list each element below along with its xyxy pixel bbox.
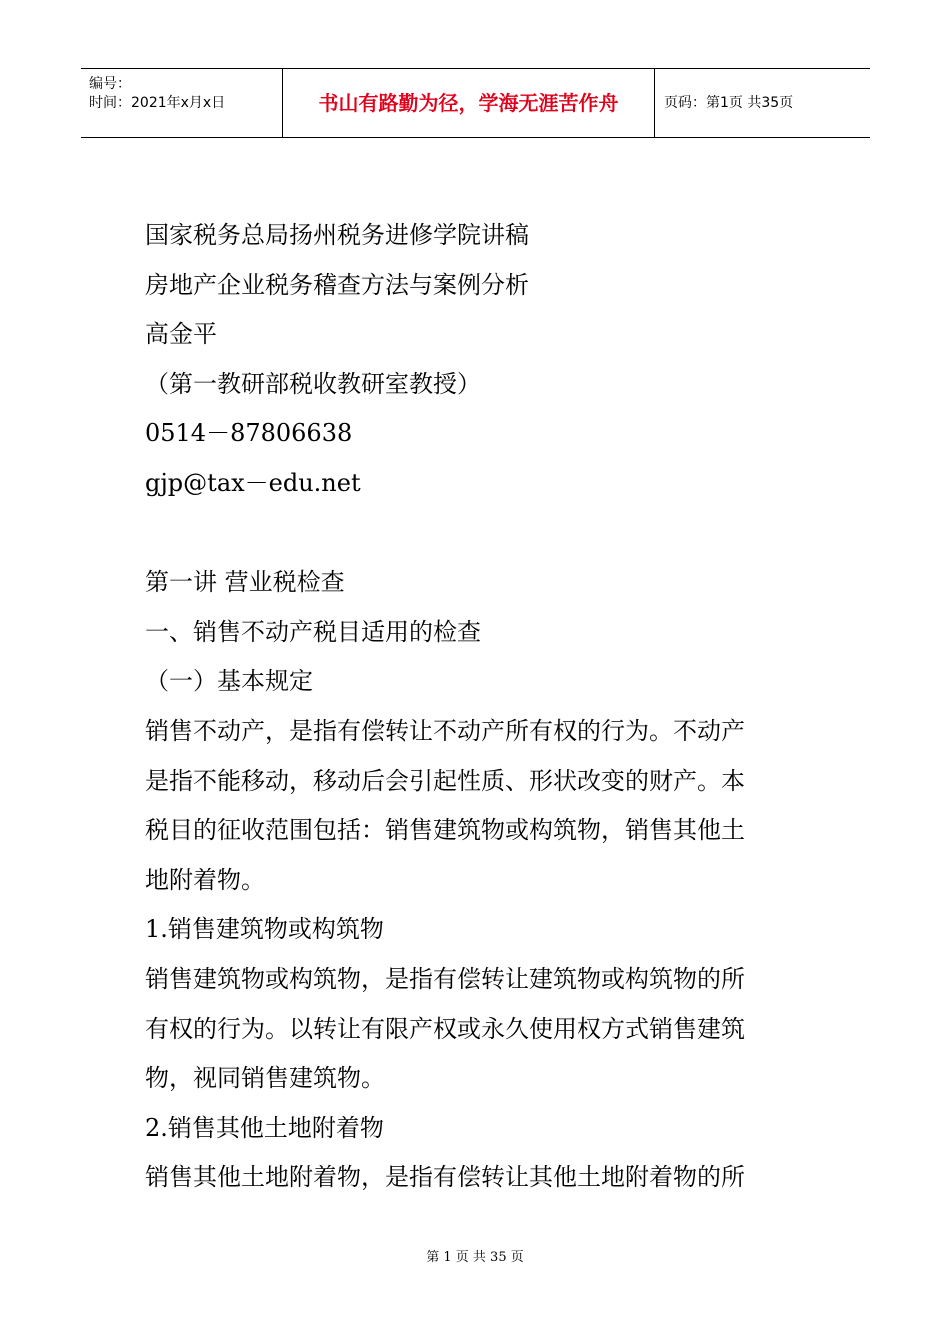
paragraph-line: 税目的征收范围包括：销售建筑物或构筑物，销售其他土	[145, 816, 745, 845]
item-heading: 1.销售建筑物或构筑物	[145, 915, 384, 944]
paragraph-line: 销售其他土地附着物，是指有偿转让其他土地附着物的所	[145, 1163, 745, 1192]
author-name: 高金平	[145, 320, 217, 349]
header-page-cell	[655, 69, 870, 137]
paragraph-line: 销售不动产，是指有偿转让不动产所有权的行为。不动产	[145, 716, 745, 745]
time-label: 时间：2021年x月x日	[89, 95, 226, 111]
author-email: gjp@tax－edu.net	[145, 468, 361, 497]
page-header	[81, 68, 870, 138]
paragraph-line: 是指不能移动，移动后会引起性质、形状改变的财产。本	[145, 766, 745, 795]
header-motto-cell	[282, 69, 655, 137]
item-heading: 2.销售其他土地附着物	[145, 1113, 384, 1142]
subsection-heading: （一）基本规定	[145, 667, 313, 696]
lecture-heading: 第一讲 营业税检查	[145, 568, 345, 597]
page-footer: 第 1 页 共 35 页	[426, 1250, 524, 1265]
paragraph-line: 地附着物。	[145, 865, 265, 894]
lecture-institution: 国家税务总局扬州税务进修学院讲稿	[145, 221, 529, 249]
page-info: 页码：第1页 共35页	[664, 94, 794, 111]
blank-line	[145, 509, 810, 559]
paragraph-line: 有权的行为。以转让有限产权或永久使用权方式销售建筑	[145, 1014, 745, 1043]
number-label: 编号：	[89, 76, 131, 92]
paragraph-line: 物，视同销售建筑物。	[145, 1064, 385, 1093]
document-body	[145, 211, 810, 1203]
motto-text: 书山有路勤为径，学海无涯苦作舟	[318, 91, 619, 115]
paragraph-line: 销售建筑物或构筑物，是指有偿转让建筑物或构筑物的所	[145, 964, 745, 993]
author-position: （第一教研部税收教研室教授）	[145, 369, 481, 398]
section-heading: 一、销售不动产税目适用的检查	[145, 617, 481, 646]
lecture-title: 房地产企业税务稽查方法与案例分析	[145, 270, 529, 299]
header-meta	[81, 69, 282, 137]
author-phone: 0514－87806638	[145, 419, 353, 448]
